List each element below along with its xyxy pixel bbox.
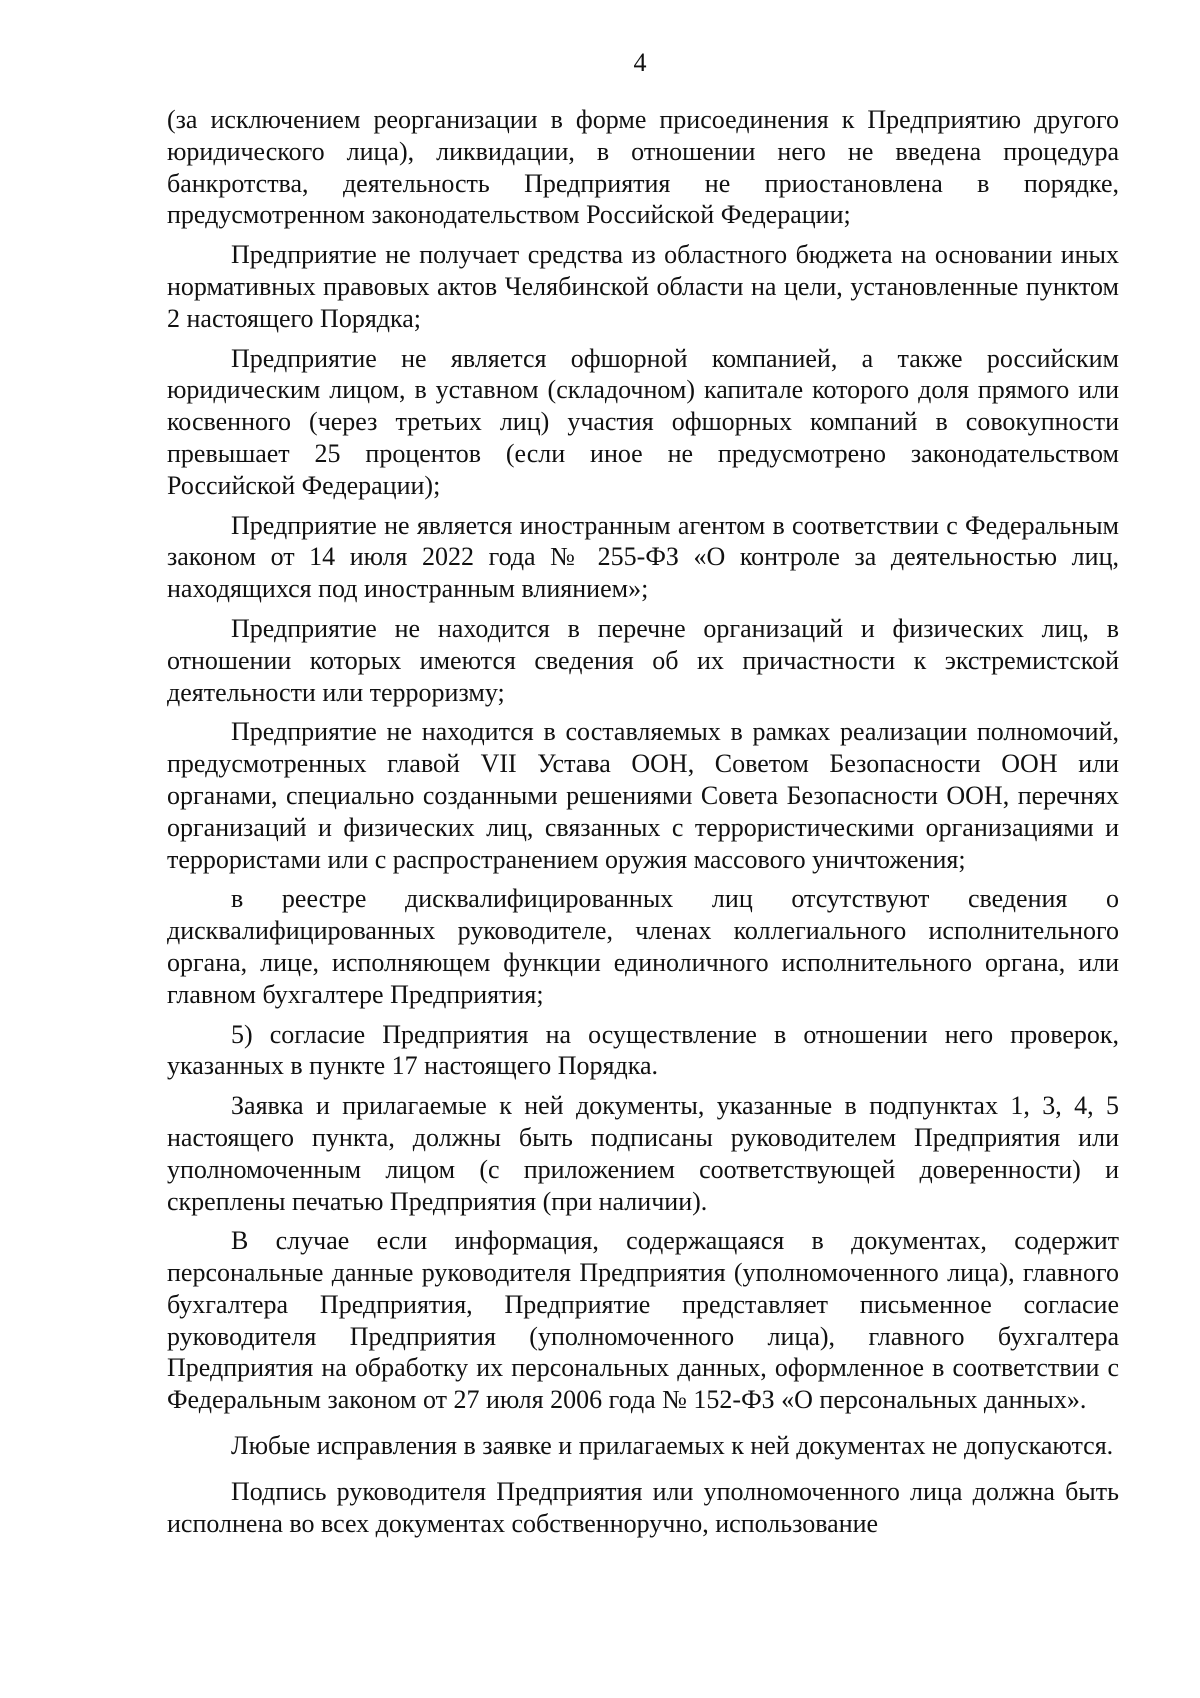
paragraph-disqualified-registry: в реестре дисквалифицированных лиц отсутствуют сведения о дисквалифицированных руководителе, членах коллегиального исполнительного органа, лице, исполняющем функции единоличного исполнительного органа, или главном бухгалтере Предприятия;	[167, 884, 1119, 1009]
paragraph-extremism-list: Предприятие не находится в перечне организаций и физических лиц, в отношении которых имеются сведения об их причастности к экстремистской деятельности или терроризму;	[167, 613, 1119, 707]
paragraph-signature-requirements: Заявка и прилагаемые к ней документы, указанные в подпунктах 1, 3, 4, 5 настоящего пункта, должны быть подписаны руководителем Предприятия или уполномоченным лицом (с приложением соответствующей доверенности) и скреплены печатью Предприятия (при наличии).	[167, 1091, 1119, 1216]
paragraph-budget-funds: Предприятие не получает средства из областного бюджета на основании иных нормативных правовых актов Челябинской области на цели, установленные пунктом 2 настоящего Порядка;	[167, 240, 1119, 333]
paragraph-handwritten-signature: Подпись руководителя Предприятия или уполномоченного лица должна быть исполнена во всех документах собственноручно, использование	[167, 1476, 1119, 1538]
paragraph-consent-checks: 5) согласие Предприятия на осуществление в отношении него проверок, указанных в пункте 17 настоящего Порядка.	[167, 1019, 1119, 1081]
paragraph-continuation: (за исключением реорганизации в форме присоединения к Предприятию другого юридического лица), ликвидации, в отношении него не введена процедура банкротства, деятельность Предприятия не приостановлена в порядке, предусмотренном законодательством Российской Федерации;	[167, 105, 1119, 230]
paragraph-no-corrections: Любые исправления в заявке и прилагаемых к ней документах не допускаются.	[231, 1431, 1114, 1461]
page-number: 4	[633, 48, 647, 77]
paragraph-offshore: Предприятие не является офшорной компанией, а также российским юридическим лицом, в уставном (складочном) капитале которого доля прямого или косвенного (через третьих лиц) участия офшорных компаний в совокупности превышает 25 процентов (если иное не предусмотрено законодательством Российской Федерации);	[167, 343, 1119, 500]
paragraph-un-sanctions: Предприятие не находится в составляемых в рамках реализации полномочий, предусмотренных главой VII Устава ООН, Советом Безопасности ООН или органами, специально созданными решениями Совета Безопасности ООН, перечнях организаций и физических лиц, связанных с террористическими организациями и террористами или с распространением оружия массового уничтожения;	[167, 717, 1119, 874]
paragraph-personal-data: В случае если информация, содержащаяся в документах, содержит персональные данные руководителя Предприятия (уполномоченного лица), главного бухгалтера Предприятия, Предприятие представляет письменное согласие руководителя Предприятия (уполномоченного лица), главного бухгалтера Предприятия на обработку их персональных данных, оформленное в соответствии с Федеральным законом от 27 июля 2006 года № 152-ФЗ «О персональных данных».	[167, 1226, 1119, 1415]
document-body	[167, 104, 1119, 1539]
paragraph-foreign-agent: Предприятие не является иностранным агентом в соответствии с Федеральным законом от 14 июля 2022 года № 255-ФЗ «О контроле за деятельностью лиц, находящихся под иностранным влиянием»;	[167, 510, 1119, 604]
